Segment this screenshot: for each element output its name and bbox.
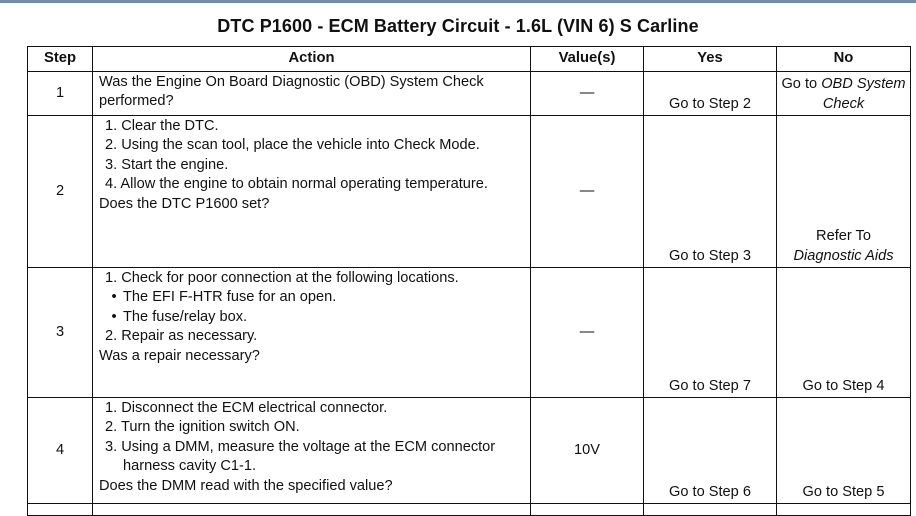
action-item: 3. Using a DMM, measure the voltage at the ECM connector harness cavity C1-1. xyxy=(105,438,496,475)
action-item: 2. Turn the ignition switch ON. xyxy=(105,419,300,436)
column-header-no: No xyxy=(777,47,911,72)
table-row xyxy=(28,398,911,504)
value-cell: — xyxy=(531,72,644,116)
no-cell xyxy=(777,72,911,116)
yes-cell: Go to Step 2 xyxy=(644,72,777,116)
table-header-row xyxy=(28,47,911,72)
no-prefix: Go to xyxy=(781,76,822,93)
action-item: 1. Disconnect the ECM electrical connector. xyxy=(105,400,388,416)
action-item: 1. Clear the DTC. xyxy=(105,118,219,134)
action-item: 1. Check for poor connection at the following locations. xyxy=(105,270,459,286)
page-title: DTC P1600 - ECM Battery Circuit - 1.6L (VIN 6) S Carline xyxy=(217,16,699,36)
no-reference: OBD System Check xyxy=(821,76,906,112)
yes-cell: Go to Step 3 xyxy=(644,116,777,268)
action-cell xyxy=(93,268,531,398)
step-number: 3 xyxy=(28,268,93,398)
step-number: 2 xyxy=(28,116,93,268)
value-cell: — xyxy=(531,116,644,268)
action-cell xyxy=(93,72,531,116)
no-cell: Go to Step 4 xyxy=(777,268,911,398)
action-question: Was a repair necessary? xyxy=(99,347,260,364)
no-prefix: Refer To xyxy=(816,228,871,245)
no-reference: Diagnostic Aids xyxy=(793,247,894,264)
value-cell: 10V xyxy=(531,398,644,504)
diagnostic-table xyxy=(27,46,911,516)
action-item: 2. Using the scan tool, place the vehicle into Check Mode. xyxy=(105,137,480,154)
action-cell xyxy=(93,398,531,504)
action-bullet: • The fuse/relay box. xyxy=(105,308,526,327)
column-header-action: Action xyxy=(93,47,531,72)
table-row xyxy=(28,72,911,116)
top-border-line xyxy=(0,0,916,3)
value-cell: — xyxy=(531,268,644,398)
yes-cell: Go to Step 7 xyxy=(644,268,777,398)
step-number: 4 xyxy=(28,398,93,504)
no-cell: Go to Step 5 xyxy=(777,398,911,504)
column-header-yes: Yes xyxy=(644,47,777,72)
yes-cell: Go to Step 6 xyxy=(644,398,777,504)
action-question: Does the DMM read with the specified value? xyxy=(99,477,393,494)
no-cell xyxy=(777,116,911,268)
action-question: Was the Engine On Board Diagnostic (OBD) System Check performed? xyxy=(99,74,484,110)
action-item: 3. Start the engine. xyxy=(105,156,229,173)
action-bullet: • The EFI F-HTR fuse for an open. xyxy=(105,288,526,307)
step-number: 1 xyxy=(28,72,93,116)
column-header-values: Value(s) xyxy=(531,47,644,72)
column-header-step: Step xyxy=(28,47,93,72)
action-question: Does the DTC P1600 set? xyxy=(99,195,270,212)
table-row xyxy=(28,116,911,268)
action-item: 2. Repair as necessary. xyxy=(105,328,258,345)
action-cell xyxy=(93,116,531,268)
action-item: 4. Allow the engine to obtain normal operating temperature. xyxy=(105,176,488,193)
table-row xyxy=(28,268,911,398)
